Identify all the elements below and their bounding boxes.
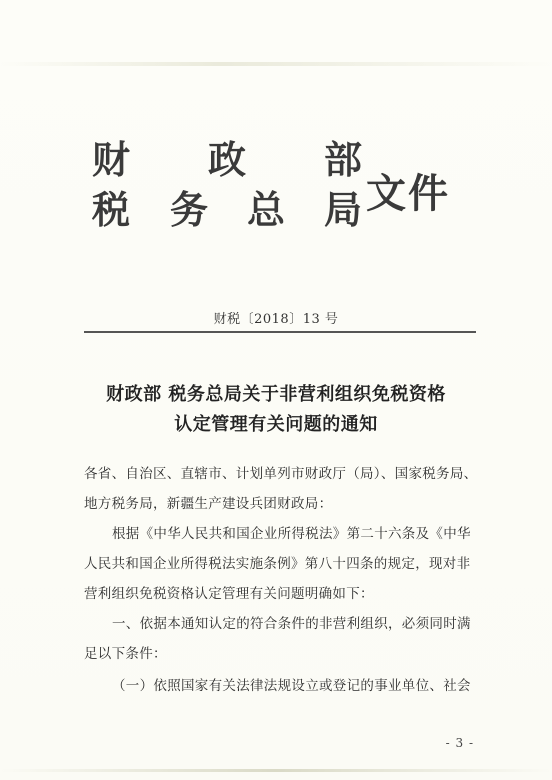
- issuer-char: 总: [247, 187, 286, 232]
- addressee-line-1: 各省、自治区、直辖市、计划单列市财政厅（局）、国家税务局、: [84, 466, 478, 482]
- document-title-line-1: 财政部 税务总局关于非营利组织免税资格: [106, 384, 446, 405]
- page-number: - 3 -: [445, 736, 474, 750]
- issuer-char: 务: [170, 187, 209, 232]
- paragraph-1-line-3: 营利组织免税资格认定管理有关问题明确如下：: [84, 586, 374, 602]
- issuer-char: 政: [208, 137, 247, 182]
- addressee-line-2: 地方税务局，新疆生产建设兵团财政局：: [84, 496, 333, 512]
- document-title-line-2: 认定管理有关问题的通知: [174, 414, 378, 435]
- paragraph-2-line-2: 足以下条件：: [84, 646, 167, 662]
- issuer-char: 部: [324, 137, 363, 182]
- paragraph-3-line-1: （一）依照国家有关法律法规设立或登记的事业单位、社会: [112, 678, 471, 694]
- header-divider: [84, 331, 476, 333]
- document-word: 文件: [366, 170, 450, 217]
- paragraph-2-line-1: 一、依据本通知认定的符合条件的非营利组织，必须同时满: [112, 616, 471, 632]
- scan-edge-top: [0, 62, 552, 66]
- issuer-char: 财: [92, 137, 131, 182]
- issuer-char: 税: [92, 187, 131, 232]
- paragraph-1-line-2: 人民共和国企业所得税法实施条例》第八十四条的规定，现对非: [84, 556, 471, 572]
- issuer-char: 局: [324, 187, 363, 232]
- scan-edge-bottom: [0, 769, 552, 772]
- document-number: 财税〔2018〕13 号: [213, 312, 339, 327]
- paragraph-1-line-1: 根据《中华人民共和国企业所得税法》第二十六条及《中华: [112, 526, 471, 542]
